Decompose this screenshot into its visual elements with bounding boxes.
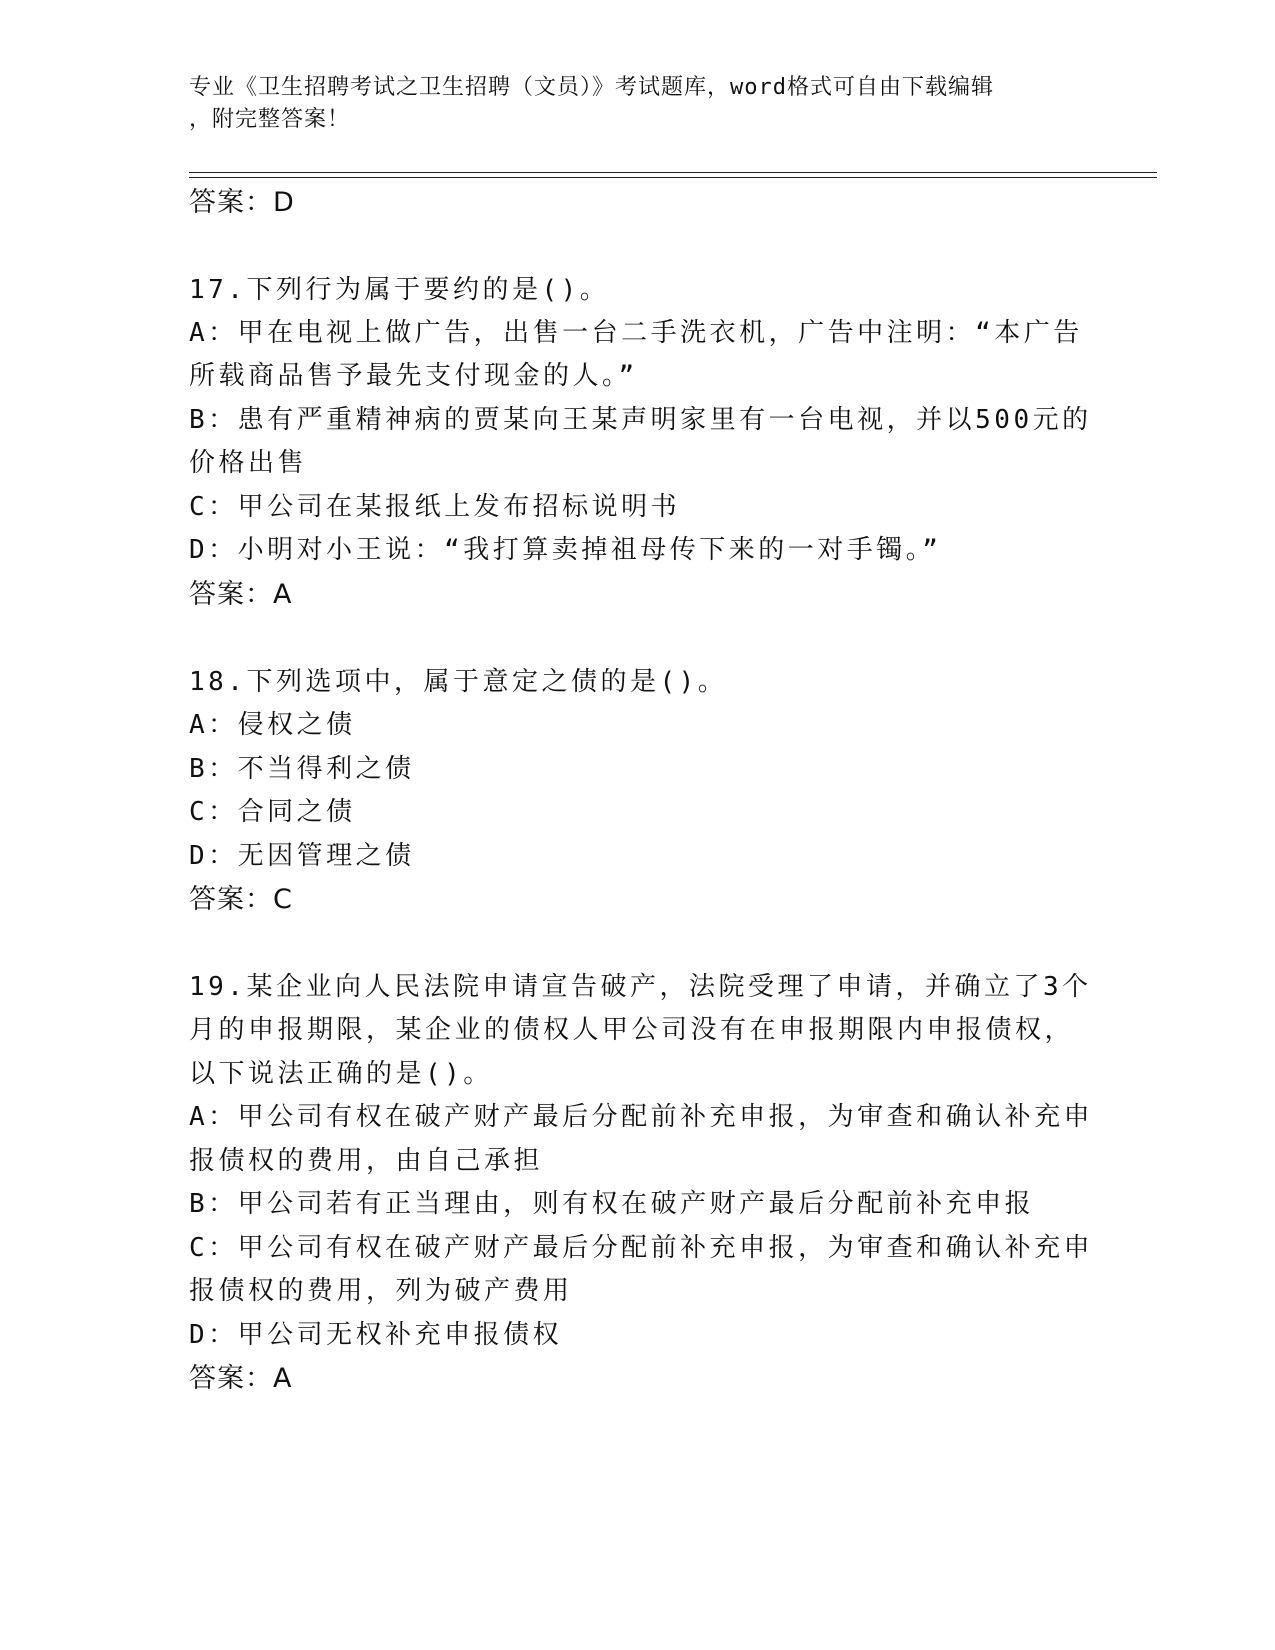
page-header (189, 72, 1089, 136)
question-18-stem: 18.下列选项中，属于意定之债的是()。 (189, 667, 728, 697)
question-17-answer: 答案：A (189, 579, 293, 610)
question-18-answer: 答案：C (189, 884, 293, 915)
question-17-option-a: A：甲在电视上做广告，出售一台二手洗衣机，广告中注明：“本广告 (189, 318, 1083, 348)
question-17-option-b: B：患有严重精神病的贾某向王某声明家里有一台电视，并以500元的 (189, 405, 1092, 435)
question-17-option-d: D：小明对小王说：“我打算卖掉祖母传下来的一对手镯。” (189, 535, 942, 565)
header-rule (189, 172, 1157, 173)
question-18-option-c: C：合同之债 (189, 797, 356, 827)
question-18-option-b: B：不当得利之债 (189, 754, 415, 784)
question-17-option-a-cont: 所载商品售予最先支付现金的人。” (189, 361, 638, 391)
question-17-option-b-cont: 价格出售 (189, 448, 308, 478)
header-rule-double (189, 177, 1157, 178)
header-line-1: 专业《卫生招聘考试之卫生招聘（文员）》考试题库，word格式可自由下载编辑 (189, 75, 994, 100)
question-19-stem-cont-1: 月的申报期限，某企业的债权人甲公司没有在申报期限内申报债权， (189, 1015, 1075, 1045)
question-18-option-a: A：侵权之债 (189, 710, 356, 740)
question-17-option-c: C：甲公司在某报纸上发布招标说明书 (189, 492, 681, 522)
question-19-option-a-cont: 报债权的费用，由自己承担 (189, 1146, 544, 1176)
question-18-option-d: D：无因管理之债 (189, 841, 415, 871)
header-line-2: ，附完整答案！ (189, 107, 351, 132)
question-19-option-b: B：甲公司若有正当理由，则有权在破产财产最后分配前补充申报 (189, 1189, 1035, 1219)
question-19-option-c: C：甲公司有权在破产财产最后分配前补充申报，为审查和确认补充申 (189, 1233, 1094, 1263)
question-19-stem-cont-2: 以下说法正确的是()。 (189, 1059, 493, 1089)
previous-answer: 答案：D (189, 187, 295, 218)
question-17-stem: 17.下列行为属于要约的是()。 (189, 275, 610, 305)
question-19-answer: 答案：A (189, 1363, 293, 1394)
question-19-option-d: D：甲公司无权补充申报债权 (189, 1320, 563, 1350)
question-19-option-c-cont: 报债权的费用，列为破产费用 (189, 1276, 573, 1306)
question-19-stem: 19.某企业向人民法院申请宣告破产，法院受理了申请，并确立了3个 (189, 972, 1092, 1002)
question-19-option-a: A：甲公司有权在破产财产最后分配前补充申报，为审查和确认补充申 (189, 1102, 1094, 1132)
